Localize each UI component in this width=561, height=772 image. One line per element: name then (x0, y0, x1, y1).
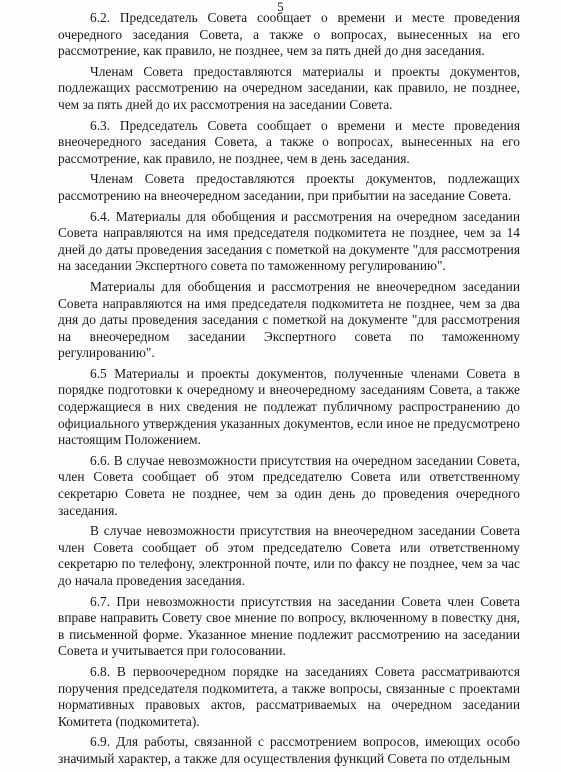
paragraph-6-8: 6.8. В первоочередном порядке на заседаниях Совета рассматриваются поручения председателя подкомитета, а также вопросы, связанные с проектами нормативных правовых актов, рассматриваемых на очередном заседании Комитета (подкомитета). (58, 663, 520, 729)
paragraph-6-9: 6.9. Для работы, связанной с рассмотрением вопросов, имеющих особо значимый характер, а также для осуществления функций Совета по отдельным (58, 734, 520, 766)
paragraph-6-6-extraordinary: В случае невозможности присутствия на внеочередном заседании Совета член Совета сообщает об этом председателю Совета или ответственному секретарю по телефону, электронной почте, или по факсу не позднее, чем за час до начала проведения заседания. (58, 523, 520, 588)
page-number: 5 (277, 0, 284, 14)
paragraph-6-6: 6.6. В случае невозможности присутствия на очередном заседании Совета, член Совета сообщает об этом председателю Совета или ответственному секретарю Совета не позднее, чем за один день до проведения очередного заседания. (58, 452, 520, 518)
paragraph-6-2-materials: Членам Совета предоставляются материалы и проекты документов, подлежащих рассмотрению на очередном заседании, как правило, не позднее, чем за пять дней до их рассмотрения на заседании Совета. (58, 63, 520, 112)
paragraph-6-2: 6.2. Председатель Совета сообщает о времени и месте проведения очередного заседания Совета, а также о вопросах, вынесенных на его рассмотрение, как правило, не позднее, чем за пять дней до дня заседания. (58, 10, 520, 59)
paragraph-6-4-extraordinary: Материалы для обобщения и рассмотрения не внеочередном заседании Совета направляются на имя председателя подкомитета не позднее, чем за два дня до даты проведения заседания с пометкой на документе "для рассмотрения на внеочередном заседании Экспертного совета по таможенному регулированию". (58, 278, 520, 361)
paragraph-6-4: 6.4. Материалы для обобщения и рассмотрения на очередном заседании Совета направляются на имя председателя подкомитета не позднее, чем за 14 дней до даты проведения заседания с пометкой на документе "для рассмотрения на заседании Экспертного совета по таможенному регулированию". (58, 208, 520, 274)
paragraph-6-3: 6.3. Председатель Совета сообщает о времени и месте проведения внеочередного заседания Совета, а также о вопросах, вынесенных на его рассмотрение, как правило, не позднее, чем в день заседания. (58, 117, 520, 166)
paragraph-6-7: 6.7. При невозможности присутствия на заседании Совета член Совета вправе направить Совету свое мнение по вопросу, включенному в повестку дня, в письменной форме. Указанное мнение подлежит рассмотрению на заседании Совета и учитывается при голосовании. (58, 593, 520, 659)
paragraph-6-3-drafts: Членам Совета предоставляются проекты документов, подлежащих рассмотрению на внеочередном заседании, при прибытии на заседание Совета. (58, 171, 520, 203)
paragraph-6-5: 6.5 Материалы и проекты документов, полученные членами Совета в порядке подготовки к очередному и внеочередному заседаниям Совета, а также содержащиеся в них сведения не подлежат публичному распространению до официального утверждения указанных документов, если иное не предусмотрено настоящим Положением. (58, 365, 520, 448)
document-body (58, 10, 520, 772)
